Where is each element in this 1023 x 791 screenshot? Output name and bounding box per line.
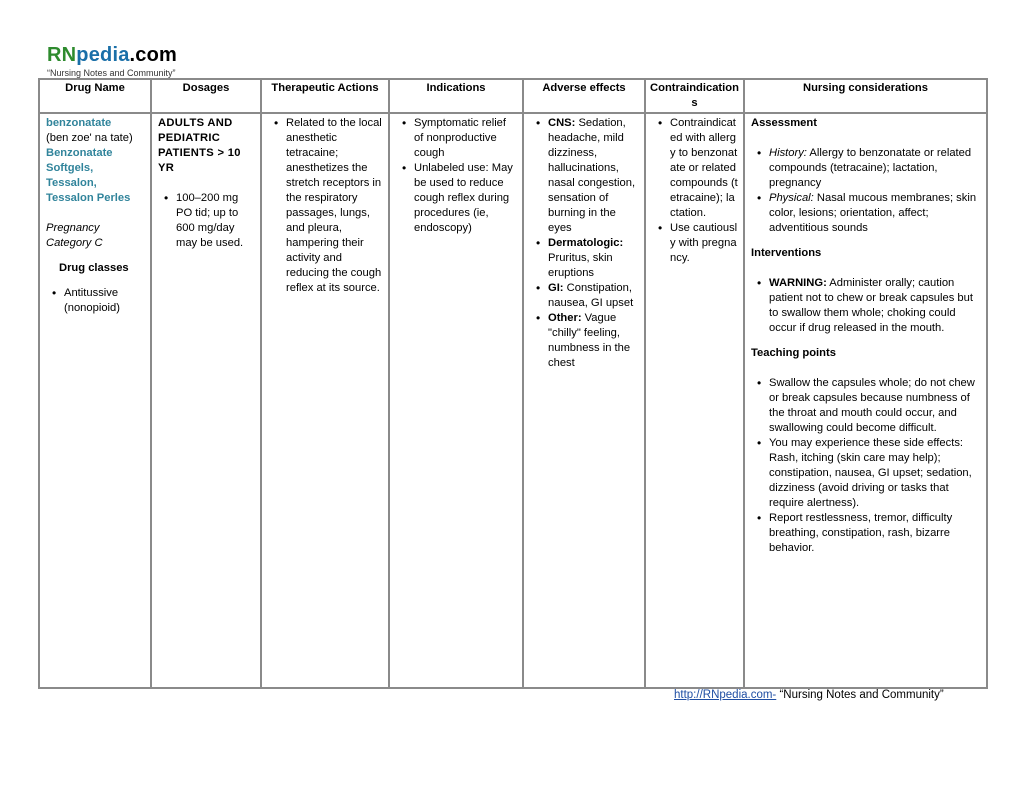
list-item: • Symptomatic relief of nonproductive cough [414, 116, 517, 161]
adverse-text: Vague "chilly" feeling, numbness in the chest [548, 312, 631, 369]
header-drug-name: Drug Name [39, 79, 151, 113]
table-row [39, 113, 987, 688]
indications-list [396, 116, 517, 236]
adverse-effects-list [530, 116, 639, 371]
brand-names: Benzonatate Softgels, Tessalon, Tessalon Perles [46, 147, 131, 204]
drug-classes-list [46, 286, 145, 316]
adverse-text: Constipation, nausea, GI upset [548, 282, 634, 309]
drug-classes-heading: Drug classes [59, 262, 129, 274]
list-item: • Report restlessness, tremor, difficulty breathing, constipation, rash, bizarre behavior. [769, 511, 981, 556]
actions-list [268, 116, 383, 296]
cell-dosages [151, 113, 261, 688]
warning-label: WARNING: [769, 277, 827, 289]
list-item: • Swallow the capsules whole; do not chew or break capsules because numbness of the throat and mouth could occur, and swallowing could become difficult. [769, 376, 981, 436]
cell-therapeutic-actions [261, 113, 389, 688]
footer-text: “Nursing Notes and Community” [776, 689, 944, 701]
site-tagline: “Nursing Notes and Community” [47, 68, 176, 78]
list-item [548, 281, 639, 311]
interventions-list [751, 276, 981, 336]
site-logo [47, 44, 177, 67]
adverse-text: Pruritus, skin eruptions [548, 252, 613, 279]
dosage-heading: ADULTS AND PEDIATRIC PATIENTS > 10 YR [158, 117, 241, 174]
dosage-list [158, 191, 255, 251]
table-header-row [39, 79, 987, 113]
list-item [548, 236, 639, 281]
adverse-label: Other: [548, 312, 582, 324]
teaching-list [751, 376, 981, 556]
header-adverse-effects: Adverse effects [523, 79, 645, 113]
list-item [769, 276, 981, 336]
teaching-heading: Teaching points [751, 347, 836, 359]
pronunciation: (ben zoe' na tate) [46, 132, 133, 144]
cell-drug-name [39, 113, 151, 688]
list-item [769, 191, 981, 236]
list-item [769, 146, 981, 191]
adverse-text: Sedation, headache, mild dizziness, hallucinations, nasal congestion, sensation of burning in the eyes [548, 117, 636, 234]
header-indications: Indications [389, 79, 523, 113]
assessment-label: Physical: [769, 192, 814, 204]
footer-link[interactable]: http://RNpedia.com- [674, 689, 777, 701]
list-item: • Use cautiously with pregnancy. [670, 221, 738, 266]
warning-text: Administer orally; caution patient not to chew or break capsules but to swallow them whole; choking could occur if drug released in the mouth. [769, 277, 973, 334]
assessment-label: History: [769, 147, 807, 159]
cell-nursing-considerations [744, 113, 987, 688]
list-item: • Related to the local anesthetic tetracaine; anesthetizes the stretch receptors in the respiratory passages, lungs, and pleura, hampering their activity and reducing the cough reflex at its source. [286, 116, 383, 296]
generic-name: benzonatate [46, 117, 112, 129]
logo-dotcom: .com [129, 44, 178, 66]
list-item [548, 116, 639, 236]
adverse-label: CNS: [548, 117, 576, 129]
logo-pedia: pedia [76, 44, 130, 66]
list-item: • You may experience these side effects: Rash, itching (skin care may help); constipation, nausea, GI upset; sedation, dizziness (avoid driving or tasks that require alertness). [769, 436, 981, 511]
page-footer [674, 689, 944, 701]
header-therapeutic-actions: Therapeutic Actions [261, 79, 389, 113]
list-item: • Contraindicated with allergy to benzonatate or related compounds (tetracaine); lactation. [670, 116, 738, 221]
assessment-heading: Assessment [751, 117, 817, 129]
pregnancy-category: Pregnancy Category C [46, 222, 103, 249]
cell-indications [389, 113, 523, 688]
cell-contraindications [645, 113, 744, 688]
interventions-heading: Interventions [751, 247, 822, 259]
logo-rn: RN [47, 44, 77, 66]
assessment-list [751, 146, 981, 236]
adverse-label: Dermatologic: [548, 237, 624, 249]
list-item: • Antitussive (nonopioid) [64, 286, 145, 316]
assessment-text: Allergy to benzonatate or related compounds (tetracaine); lactation, pregnancy [769, 147, 972, 189]
header-dosages: Dosages [151, 79, 261, 113]
header-nursing-considerations: Nursing considerations [744, 79, 987, 113]
list-item: • 100–200 mg PO tid; up to 600 mg/day may be used. [176, 191, 255, 251]
list-item [548, 311, 639, 371]
cell-adverse-effects [523, 113, 645, 688]
drug-table [38, 78, 988, 689]
adverse-label: GI: [548, 282, 564, 294]
header-contraindications: Contraindications [645, 79, 744, 113]
assessment-text: Nasal mucous membranes; skin color, lesions; orientation, affect; adventitious sounds [769, 192, 977, 234]
contraindications-list [652, 116, 738, 266]
list-item: • Unlabeled use: May be used to reduce cough reflex during procedures (ie, endoscopy) [414, 161, 517, 236]
